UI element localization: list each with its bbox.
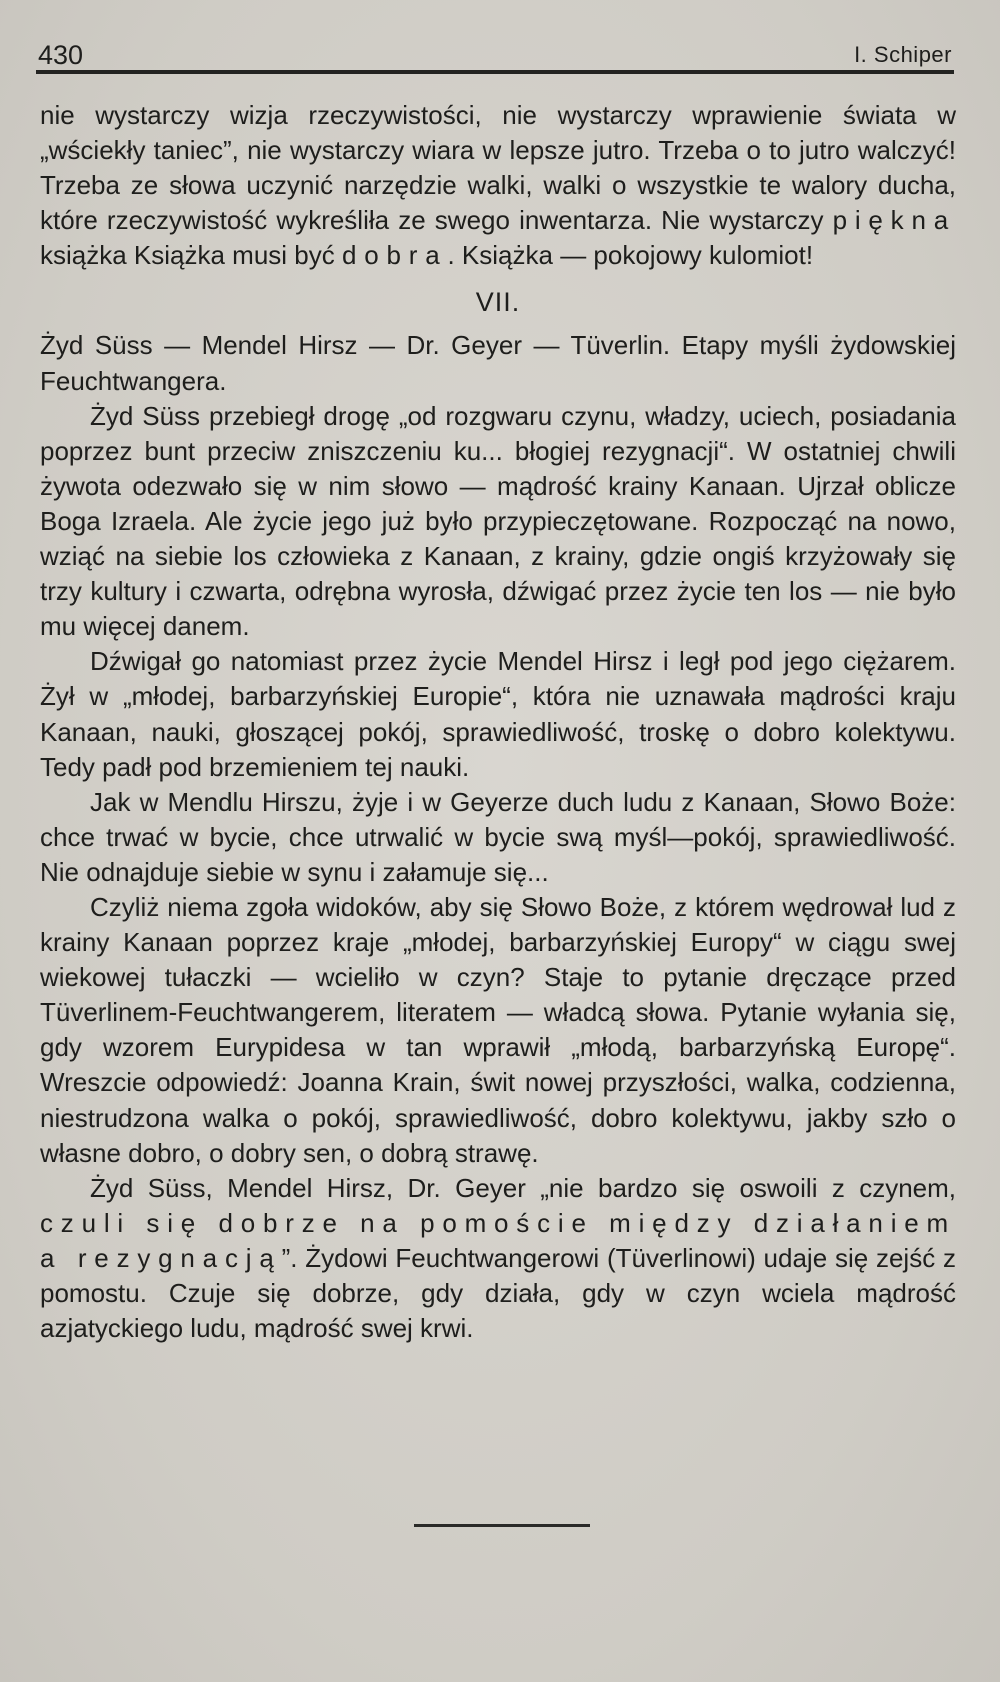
header-rule xyxy=(36,70,954,74)
spaced-emphasis: piękna xyxy=(832,205,956,236)
paragraph: Dźwigał go natomiast przez życie Mendel Hirsz i legł pod jego ciężarem. Żył w „młodej, barbarzyńskiej Europie“, która nie uznawała mądrości kraju Kanaan, nauki, głoszącej pokój, sprawiedliwość, troskę o dobro kolektywu. Tedy padł pod brzemieniem tej nauki. xyxy=(40,646,956,782)
running-head xyxy=(38,32,952,72)
paragraph: Jak w Mendlu Hirszu, żyje i w Geyerze duch ludu z Kanaan, Słowo Boże: chce trwać w bycie, chce utrwalić w bycie swą myśl—pokój, sprawiedliwość. Nie odnajduje siebie w synu i załamuje się... xyxy=(40,786,956,887)
page-number: 430 xyxy=(38,40,84,70)
paragraph: Żyd Süss przebiegł drogę „od rozgwaru czynu, władzy, uciech, posiadania poprzez bunt przeciw zniszczeniu ku... błogiej rezygnacji“. W ostatniej chwili żywota odezwało się w nim słowo — mądrość krainy Kanaan. Ujrzał oblicze Boga Izraela. Ale życie jego już było przypieczętowane. Rozpocząć na nowo, wziąć na siebie los człowieka z Kanaan, z krainy, gdzie ongiś krzyżowały się trzy kultury i czwarta, odrębna wyrosła, dźwigać przez życie ten los — nie było mu więcej danem. xyxy=(40,400,956,642)
text-run: nie wystarczy wizja rzeczywistości, nie wystarczy wprawienie świata w „wściekły taniec”, nie wystarczy wiara w lepsze jutro. Trzeba o to jutro walczyć! Trzeba ze słowa uczynić narzędzie walki, walki o wszystkie te walory ducha, które rzeczywistość wykreśliła ze swego inwentarza. Nie wystarczy xyxy=(40,100,956,236)
text-run: Żyd Süss, Mendel Hirsz, Dr. Geyer „nie bardzo się oswoili z czynem, xyxy=(90,1172,956,1203)
text-run: . Książka — pokojowy kulomiot! xyxy=(447,240,814,271)
section-summary: Żyd Süss — Mendel Hirsz — Dr. Geyer — Tüverlin. Etapy myśli żydowskiej Feuchtwangera. xyxy=(40,330,956,396)
spaced-emphasis: czuli się dobrze na pomoście między działaniem a rezygnacją xyxy=(40,1207,956,1273)
running-head-author: I. Schiper xyxy=(854,42,952,67)
text-run: ”. Żydowi Feuchtwangerowi (Tüverlinowi) udaje się zejść z pomostu. Czuje się dobrze, gdy działa, gdy w czyn wciela mądrość azjatyckiego ludu, mądrość swej krwi. xyxy=(40,1242,956,1344)
body-text xyxy=(40,98,956,1346)
section-heading: VII. xyxy=(475,287,521,318)
spaced-emphasis: dobra xyxy=(341,240,448,271)
text-run: książka Książka musi być xyxy=(40,240,342,271)
end-rule xyxy=(414,1524,590,1527)
paragraph: Czyliż niema zgoła widoków, aby się Słowo Boże, z którem wędrował lud z krainy Kanaan poprzez kraje „młodej, barbarzyńskiej Europy“ w ciągu swej wiekowej tułaczki — wcieliło w czyn? Staje to pytanie dręczące przed Tüverlinem-Feuchtwangerem, literatem — władcą słowa. Pytanie wyłania się, gdy wzorem Eurypidesa w tan wprawił „młodą, barbarzyńską Europę“. Wreszcie odpowiedź: Joanna Krain, świt nowej przyszłości, walka, codzienna, niestrudzona walka o pokój, sprawiedliwość, dobro kolektywu, jakby szło o własne dobro, o dobry sen, o dobrą strawę. xyxy=(40,891,956,1168)
paragraph xyxy=(40,1171,956,1346)
paragraph-continued xyxy=(40,98,956,273)
